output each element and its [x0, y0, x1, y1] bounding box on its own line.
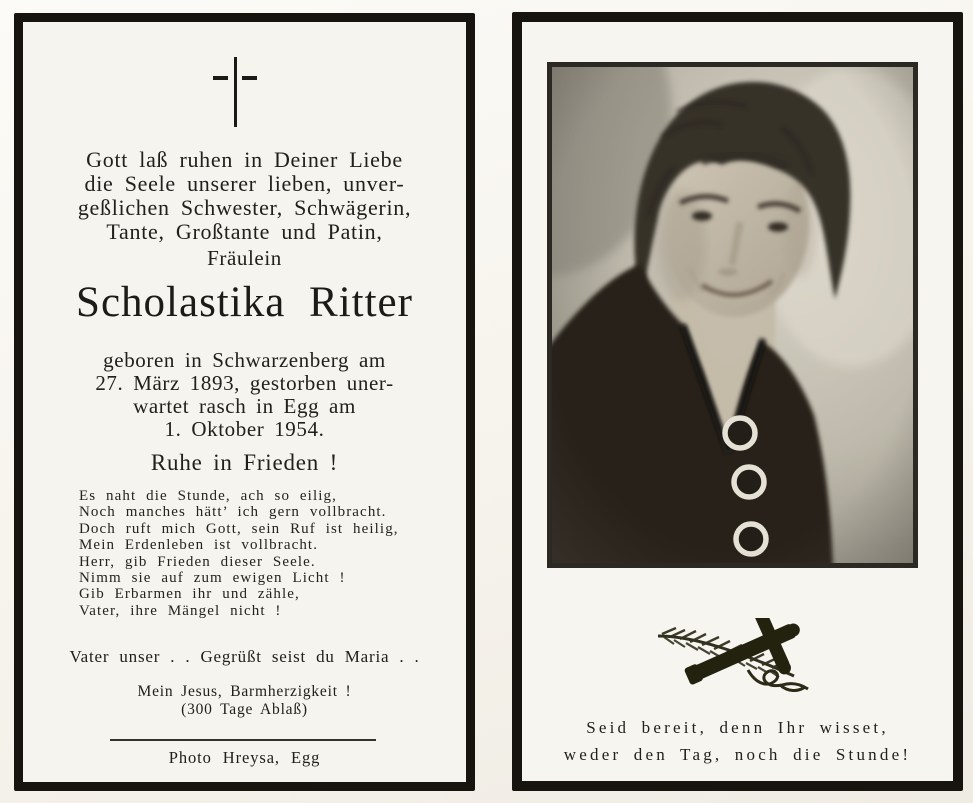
invocation-text	[23, 683, 466, 718]
prayers-text: Vater unser . . Gegrüßt seist du Maria . .	[69, 647, 420, 666]
dedication-line: die Seele unserer lieben, unver-	[84, 171, 405, 196]
invocation-line: (300 Tage Ablaß)	[181, 700, 308, 718]
cross-left-arm	[213, 76, 228, 80]
admonition-line: weder den Tag, noch die Stunde!	[563, 745, 912, 764]
memorial-poem	[79, 488, 399, 619]
cross-vertical-bar	[234, 57, 237, 127]
dedication-line: Gott laß ruhen in Deiner Liebe	[86, 147, 403, 172]
poem-line: Herr, gib Frieden dieser Seele.	[79, 553, 316, 570]
poem-line: Noch manches hätt’ ich gern vollbracht.	[79, 504, 387, 521]
salutation-text: Fräulein	[207, 246, 282, 270]
dedication-line: geßlichen Schwester, Schwägerin,	[77, 195, 412, 220]
poem-line: Nimm sie auf zum ewigen Licht !	[79, 570, 346, 587]
dedication-text	[23, 148, 466, 244]
left-card-panel	[14, 13, 475, 791]
invocation-line: Mein Jesus, Barmherzigkeit !	[137, 683, 352, 700]
credit-divider-line	[110, 739, 376, 741]
poem-line: Doch ruft mich Gott, sein Ruf ist heilig,	[79, 520, 399, 537]
life-dates-line: wartet rasch in Egg am	[133, 394, 356, 418]
life-dates-line: 27. März 1893, gestorben uner-	[95, 371, 394, 395]
admonition-text	[522, 714, 953, 768]
poem-line: Mein Erdenleben ist vollbracht.	[79, 537, 319, 554]
life-dates-line: geboren in Schwarzenberg am	[103, 348, 386, 372]
poem-line: Vater, ihre Mängel nicht !	[79, 602, 282, 619]
cross-right-arm	[242, 76, 257, 80]
photographer-credit: Photo Hreysa, Egg	[168, 748, 321, 767]
cross-and-palm-icon	[652, 618, 822, 702]
portrait-photo-frame	[547, 62, 918, 568]
poem-line: Es naht die Stunde, ach so eilig,	[79, 488, 337, 504]
latin-cross-icon	[213, 57, 259, 127]
ribbon	[748, 670, 808, 691]
admonition-line: Seid bereit, denn Ihr wisset,	[586, 718, 889, 737]
life-dates-text	[23, 349, 466, 441]
life-dates-line: 1. Oktober 1954.	[164, 417, 325, 441]
rest-in-peace-text: Ruhe in Frieden !	[150, 450, 339, 475]
portrait-photo	[552, 67, 913, 563]
deceased-name: Scholastika Ritter	[76, 279, 413, 326]
dedication-line: Tante, Großtante und Patin,	[106, 219, 383, 244]
poem-line: Gib Erbarmen ihr und zähle,	[79, 586, 300, 603]
right-card-panel	[512, 12, 963, 791]
